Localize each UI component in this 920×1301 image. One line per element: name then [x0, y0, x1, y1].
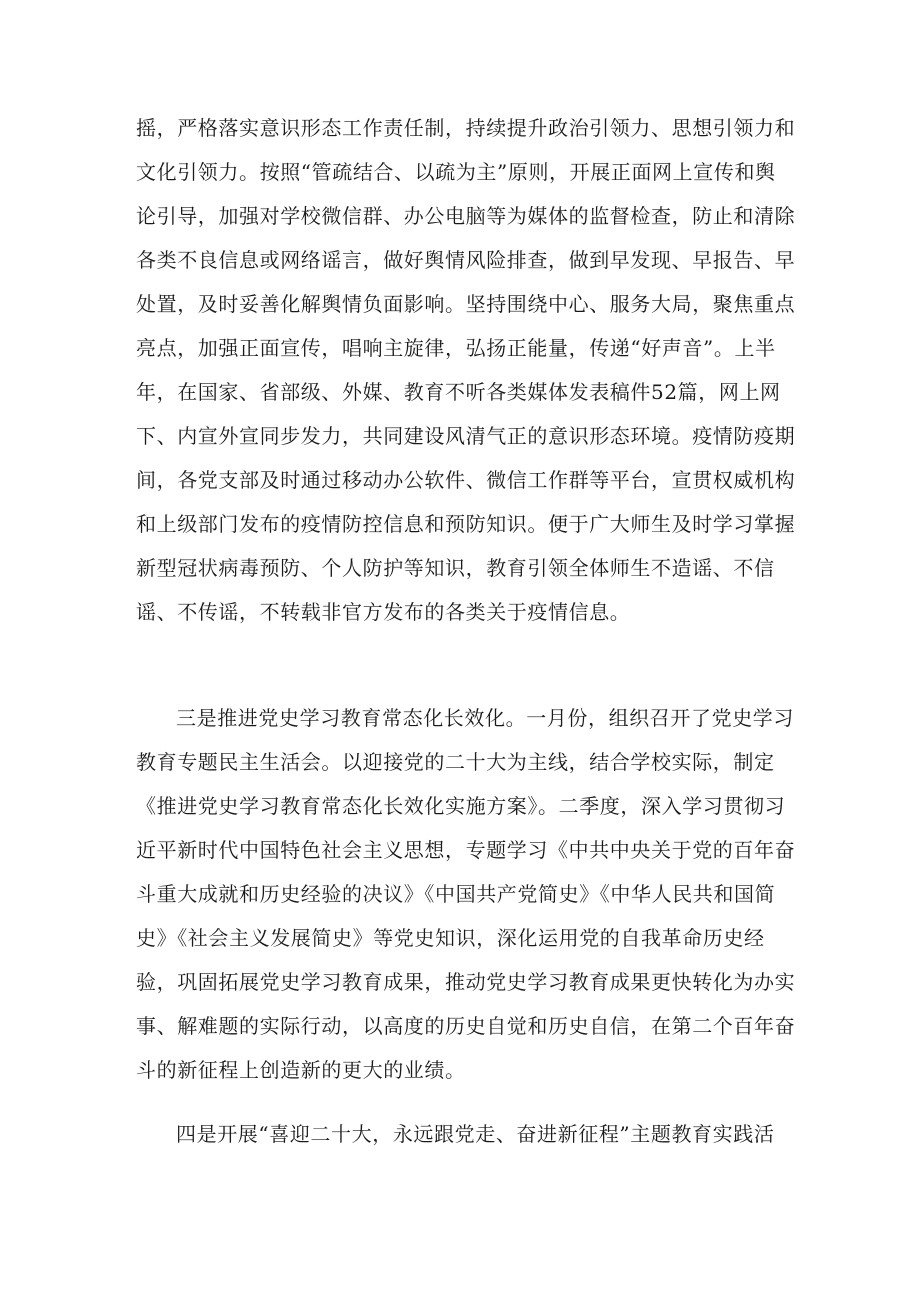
text-line: 验，巩固拓展党史学习教育成果，推动党史学习教育成果更快转化为办实	[136, 970, 796, 994]
text-line: 各类不良信息或网络谣言，做好舆情风险排查，做到早发现、早报告、早	[136, 248, 796, 272]
text-line: 史》《社会主义发展简史》等党史知识，深化运用党的自我革命历史经	[136, 926, 765, 950]
text-line: 近平新时代中国特色社会主义思想，专题学习《中共中央关于党的百年奋	[136, 838, 796, 862]
text-line: 斗的新征程上创造新的更大的业绩。	[136, 1058, 466, 1082]
paragraph-party-history-education	[136, 696, 796, 1092]
text-line: 论引导，加强对学校微信群、办公电脑等为媒体的监督检查，防止和清除	[136, 204, 796, 228]
text-line: 事、解难题的实际行动，以高度的历史自觉和历史自信，在第二个百年奋	[136, 1014, 796, 1038]
text-line: 斗重大成就和历史经验的决议》《中国共产党简史》《中华人民共和国简	[136, 882, 776, 906]
text-line: 和上级部门发布的疫情防控信息和预防知识。便于广大师生及时学习掌握	[136, 512, 796, 536]
paragraph-themed-education	[136, 1112, 796, 1156]
text-line: 教育专题民主生活会。以迎接党的二十大为主线，结合学校实际，制定	[136, 750, 775, 774]
text-line: 谣、不传谣，不转载非官方发布的各类关于疫情信息。	[136, 600, 631, 624]
text-line: 四是开展“喜迎二十大，永远跟党走、奋进新征程”主题教育实践活	[176, 1122, 775, 1146]
text-line: 亮点，加强正面宣传，唱响主旋律，弘扬正能量，传递“好声音”。上半	[136, 336, 776, 360]
text-line: 间，各党支部及时通过移动办公软件、微信工作群等平台，宣贯权威机构	[136, 468, 796, 492]
text-line: 《推进党史学习教育常态化长效化实施方案》。二季度，深入学习贯彻习	[136, 794, 786, 818]
text-line: 文化引领力。按照“管疏结合、以疏为主”原则，开展正面网上宣传和舆	[136, 160, 776, 184]
text-line: 处置，及时妥善化解舆情负面影响。坚持围绕中心、服务大局，聚焦重点	[136, 292, 796, 316]
text-line: 下、内宣外宣同步发力，共同建设风清气正的意识形态环境。疫情防疫期	[136, 424, 796, 448]
text-line: 摇，严格落实意识形态工作责任制，持续提升政治引领力、思想引领力和	[136, 116, 796, 140]
text-line: 三是推进党史学习教育常态化长效化。一月份，组织召开了党史学习	[176, 706, 794, 730]
text-line: 年，在国家、省部级、外媒、教育不听各类媒体发表稿件52篇，网上网	[136, 380, 781, 404]
paragraph-ideology-work	[136, 106, 796, 634]
text-line: 新型冠状病毒预防、个人防护等知识，教育引领全体师生不造谣、不信	[136, 556, 775, 580]
